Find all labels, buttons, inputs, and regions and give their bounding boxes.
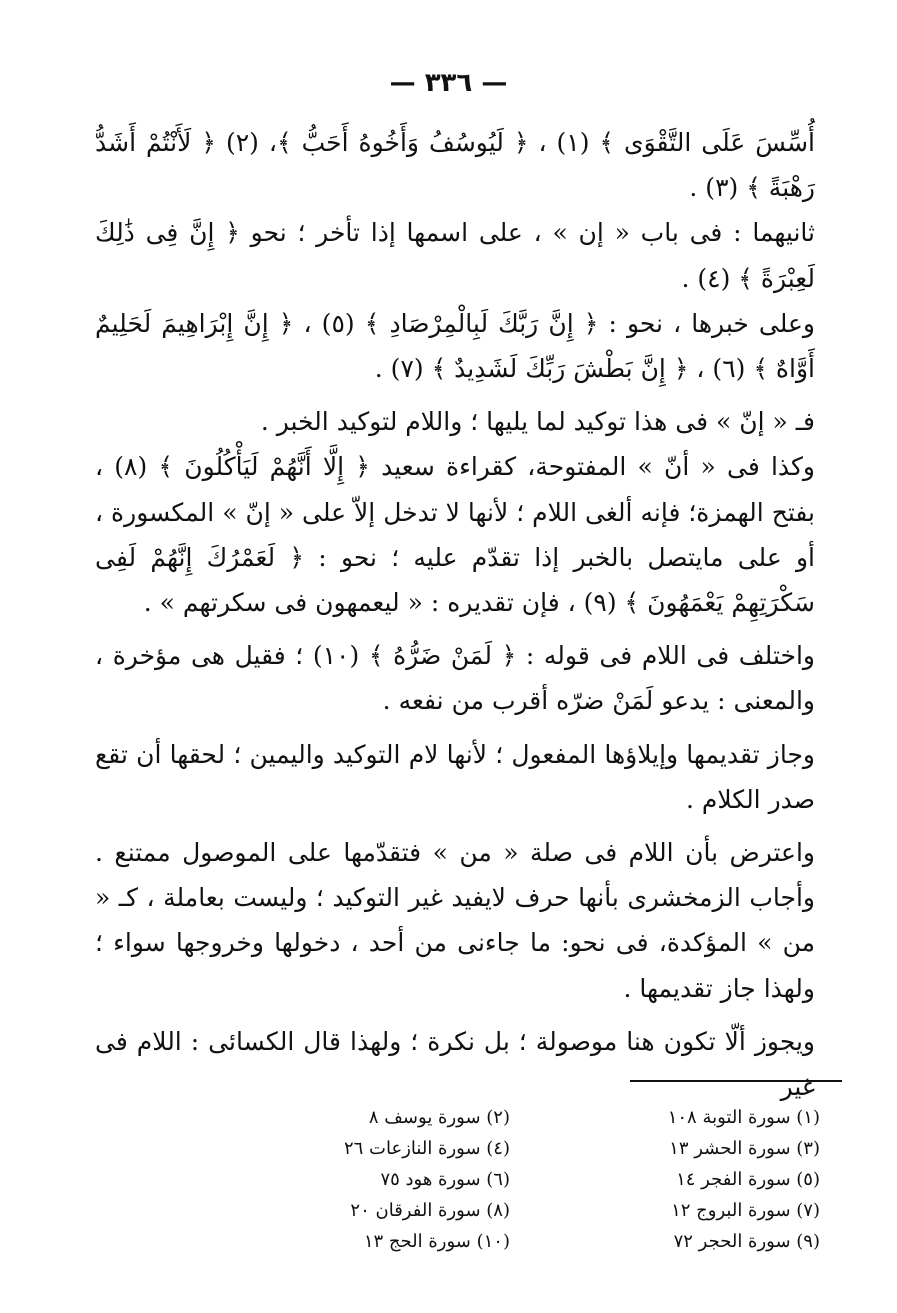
footnote-divider bbox=[630, 1080, 842, 1082]
footnote: (٣) سورة الحشر ١٣ bbox=[669, 1138, 820, 1159]
footnote: (١٠) سورة الحج ١٣ bbox=[363, 1231, 510, 1252]
footnote: (٦) سورة هود ٧٥ bbox=[380, 1169, 510, 1190]
footnote: (٨) سورة الفرقان ٢٠ bbox=[350, 1200, 510, 1221]
footnote: (٥) سورة الفجر ١٤ bbox=[676, 1169, 820, 1190]
footnotes bbox=[295, 1102, 820, 1257]
paragraph: أُسِّسَ عَلَى التَّقْوَى ﴾ (١) ، ﴿ لَيُوسُفُ وَأَخُوهُ أَحَبُّ ﴾، (٢) ﴿ لَأَنْتُمْ أَشَدُّ رَهْبَةً ﴾ (٣) . bbox=[95, 128, 816, 203]
main-text bbox=[95, 120, 815, 1109]
paragraph: ثانيهما : فى باب « إن » ، على اسمها إذا تأخر ؛ نحو ﴿ إِنَّ فِى ذَٰلِكَ لَعِبْرَةً ﴾ (٤) . bbox=[95, 218, 815, 293]
paragraph: وكذا فى « أنّ » المفتوحة، كقراءة سعيد ﴿ إِلَّا أَنَّهُمْ لَيَأْكُلُونَ ﴾ (٨) ، بفتح الهمزة؛ فإنه ألغى اللام ؛ لأنها لا تدخل إلاّ على « إنّ » المكسورة ، أو على مايتصل بالخبر إذا تقدّم عليه ؛ نحو : ﴿ لَعَمْرُكَ إِنَّهُمْ لَفِى سَكْرَتِهِمْ يَعْمَهُونَ ﴾ (٩) ، فإن تقديره : « ليعمهون فى سكرتهم » . bbox=[95, 452, 815, 618]
paragraph: واختلف فى اللام فى قوله : ﴿ لَمَنْ ضَرُّهُ ﴾ (١٠) ؛ فقيل هى مؤخرة ، والمعنى : يدعو لَمَنْ ضرّه أقرب من نفعه . bbox=[95, 641, 815, 716]
paragraph: واعترض بأن اللام فى صلة « من » فتقدّمها على الموصول ممتنع . وأجاب الزمخشرى بأنها حرف لايفيد غير التوكيد ؛ وليست بعاملة ، كـ « من » المؤكدة، فى نحو: ما جاءنى من أحد ، دخولها وخروجها سواء ؛ ولهذا جاز تقديمها . bbox=[95, 838, 815, 1003]
footnote: (٩) سورة الحجر ٧٢ bbox=[673, 1231, 820, 1252]
footnote: (٤) سورة النازعات ٢٦ bbox=[343, 1138, 510, 1159]
paragraph: فـ « إنّ » فى هذا توكيد لما يليها ؛ واللام لتوكيد الخبر . bbox=[260, 407, 815, 437]
footnote: (٧) سورة البروج ١٢ bbox=[671, 1200, 820, 1221]
paragraph: وجاز تقديمها وإيلاؤها المفعول ؛ لأنها لام التوكيد واليمين ؛ لحقها أن تقع صدر الكلام . bbox=[95, 739, 815, 814]
footnote: (٢) سورة يوسف ٨ bbox=[368, 1107, 510, 1128]
footnote: (١) سورة التوبة ١٠٨ bbox=[667, 1107, 820, 1128]
paragraph: وعلى خبرها ، نحو : ﴿ إِنَّ رَبَّكَ لَبِالْمِرْصَادِ ﴾ (٥) ، ﴿ إِنَّ إِبْرَاهِيمَ لَحَلِيمٌ أَوَّاهٌ ﴾ (٦) ، ﴿ إِنَّ بَطْشَ رَبِّكَ لَشَدِيدٌ ﴾ (٧) . bbox=[95, 308, 816, 384]
paragraph: ويجوز ألّا تكون هنا موصولة ؛ بل نكرة ؛ ولهذا قال الكسائى : اللام فى غير bbox=[95, 1026, 815, 1102]
page-number: — ٣٣٦ — bbox=[389, 68, 508, 98]
